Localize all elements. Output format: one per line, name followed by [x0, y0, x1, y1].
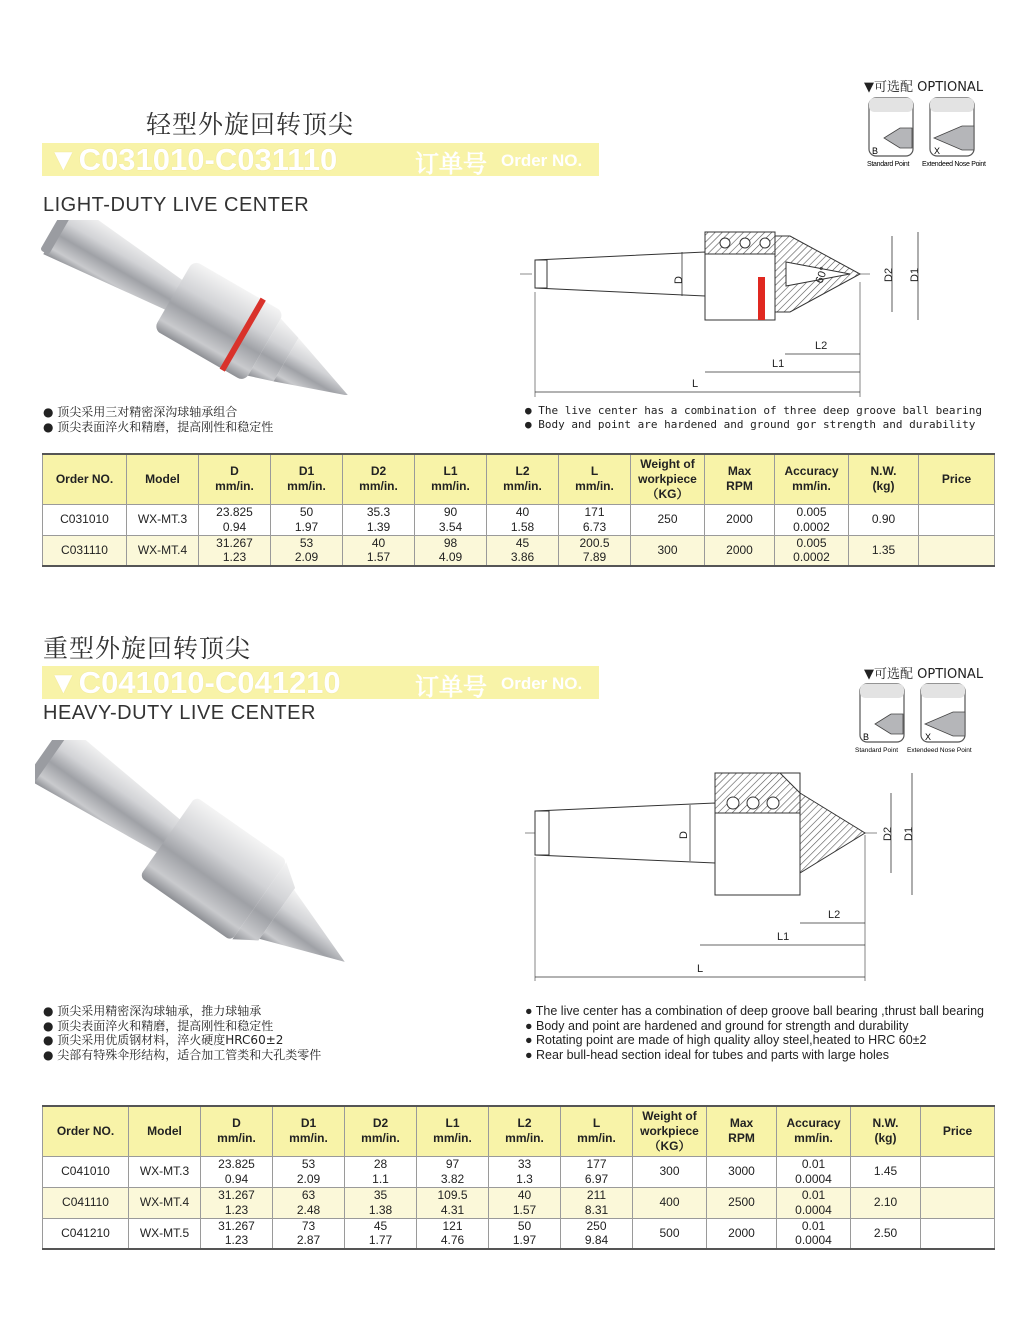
cell-acc	[777, 1187, 851, 1218]
cell-model: WX-MT.3	[129, 1156, 201, 1187]
light-code-range: ▼C031010-C031110	[48, 142, 338, 177]
cell-line: 1.97	[512, 1233, 537, 1248]
cell-line: 0.01	[801, 1188, 826, 1202]
cell-line: 45	[373, 1218, 388, 1233]
cell-d	[201, 1187, 273, 1218]
cell-rpm: 2000	[705, 504, 775, 535]
cell-d	[199, 535, 271, 566]
cell-rpm: 2000	[705, 535, 775, 566]
cell-line: 23.825	[216, 505, 253, 519]
cell-order: C041210	[43, 1218, 129, 1249]
light-bullet-cn: ● 顶尖表面淬火和精磨，提高刚性和稳定性	[43, 419, 274, 434]
cell-model: WX-MT.4	[129, 1187, 201, 1218]
heavy-technical-drawing	[525, 765, 925, 985]
cell-line: 40	[517, 1188, 532, 1202]
light-en-title: LIGHT-DUTY LIVE CENTER	[43, 194, 310, 216]
cell-line: 63	[301, 1188, 316, 1202]
heavy-order-en: Order NO.	[501, 674, 583, 693]
column-header-line: D2	[372, 1116, 389, 1131]
cell-order: C041010	[43, 1156, 129, 1187]
column-header-line: mm/in.	[361, 1131, 400, 1146]
column-header-line: mm/in.	[503, 479, 542, 494]
heavy-product-photo	[35, 740, 345, 965]
column-header-line: mm/in.	[359, 479, 398, 494]
cell-line: 7.89	[582, 550, 607, 565]
column-header-line: mm/in.	[217, 1131, 256, 1146]
heavy-bullet-cn: ● 顶尖表面淬火和精磨，提高刚性和稳定性	[43, 1018, 274, 1033]
cell-line: 31.267	[218, 1188, 255, 1202]
cell-acc	[777, 1156, 851, 1187]
column-header-line: mm/in.	[794, 1131, 833, 1146]
column-header-line: Order NO.	[55, 471, 114, 486]
light-bullet-en: ● The live center has a combination of three deep groove ball bearing	[525, 404, 982, 417]
cell-line: 53	[299, 535, 314, 550]
cell-weight: 500	[633, 1218, 707, 1249]
column-header-line: Model	[145, 471, 180, 486]
light-dim-angle: 60°	[813, 265, 831, 286]
cell-line: 177	[586, 1157, 607, 1171]
light-bullets-cn	[43, 405, 273, 434]
cell-line: 1.97	[294, 519, 319, 534]
cell-line: 1.58	[510, 519, 535, 534]
column-header-line: L	[590, 464, 599, 479]
cell-line: 1.77	[368, 1233, 393, 1248]
column-header-line: RPM	[728, 1131, 755, 1146]
heavy-spec-table	[42, 1105, 995, 1250]
cell-line: 0.005	[796, 505, 827, 519]
light-spec-table	[42, 453, 995, 567]
column-header-line: L1	[445, 1116, 460, 1131]
cell-line: 3.86	[510, 550, 535, 565]
cell-nw: 2.50	[851, 1218, 921, 1249]
cell-line: 4.76	[440, 1233, 465, 1248]
heavy-bullet-cn: ● 顶尖采用精密深沟球轴承，推力球轴承	[43, 1004, 262, 1018]
column-header-line: （KG）	[646, 486, 689, 501]
cell-line: 6.73	[582, 519, 607, 534]
heavy-dim-l1: L1	[777, 931, 790, 943]
column-header-line: L2	[517, 1116, 532, 1131]
cell-l1	[417, 1156, 489, 1187]
cell-price	[921, 1187, 995, 1218]
column-header-line: D1	[298, 464, 315, 479]
table-row	[43, 1218, 995, 1249]
cell-d1	[271, 535, 343, 566]
column-header-line: Order NO.	[56, 1123, 115, 1138]
cell-line: 8.31	[584, 1202, 609, 1217]
cell-line: 50	[299, 505, 314, 519]
x-label: X	[925, 732, 932, 742]
column-header-line: L	[592, 1116, 601, 1131]
column-header	[561, 1106, 633, 1156]
column-header	[705, 454, 775, 504]
cell-d	[199, 504, 271, 535]
cell-d1	[273, 1187, 345, 1218]
column-header-line: (kg)	[874, 1131, 897, 1146]
cell-d1	[271, 504, 343, 535]
heavy-bullet-en: ● The live center has a combination of deep groove ball bearing ,thrust ball bearing	[525, 1004, 984, 1018]
cell-order: C031010	[43, 504, 127, 535]
b-label: B	[863, 732, 870, 742]
cell-line: 6.97	[584, 1171, 609, 1186]
column-header-line: Max	[727, 464, 752, 479]
cell-line: 28	[373, 1157, 388, 1171]
heavy-optional-points	[853, 681, 973, 755]
column-header-line: mm/in.	[575, 479, 614, 494]
cell-line: 0.01	[801, 1157, 826, 1171]
cell-d1	[273, 1218, 345, 1249]
cell-line: 0.0002	[793, 519, 830, 534]
cell-price	[921, 1156, 995, 1187]
cell-line: 3.82	[440, 1171, 465, 1186]
cell-line: 31.267	[216, 535, 253, 550]
column-header-line: (kg)	[872, 479, 895, 494]
column-header-line: Weight of	[640, 456, 695, 471]
column-header-line: N.W.	[870, 464, 897, 479]
cell-line: 0.0004	[795, 1233, 832, 1248]
column-header	[633, 1106, 707, 1156]
light-optional-points	[866, 96, 986, 170]
cell-l	[561, 1156, 633, 1187]
heavy-cn-title: 重型外旋回转顶尖	[43, 634, 252, 663]
cell-line: 1.23	[224, 1202, 249, 1217]
cell-line: 1.3	[516, 1171, 533, 1186]
cell-l2	[487, 535, 559, 566]
cell-line: 2.09	[296, 1171, 321, 1186]
heavy-header-row	[43, 1106, 995, 1156]
column-header	[199, 454, 271, 504]
cell-l	[559, 504, 631, 535]
light-bullet-en: ● Body and point are hardened and ground gor strength and durability	[525, 418, 976, 431]
extended-point-label: Extendeed Nose Point	[907, 747, 972, 754]
cell-d2	[345, 1218, 417, 1249]
cell-nw: 1.35	[849, 535, 919, 566]
table-row	[43, 1187, 995, 1218]
cell-rpm: 3000	[707, 1156, 777, 1187]
light-cn-title: 轻型外旋回转顶尖	[146, 110, 355, 139]
cell-line: 2.87	[296, 1233, 321, 1248]
cell-l2	[487, 504, 559, 535]
cell-d2	[343, 535, 415, 566]
cell-line: 40	[371, 535, 386, 550]
extended-point-label: Extendeed Nose Point	[922, 161, 986, 168]
cell-line: 40	[515, 505, 530, 519]
column-header	[849, 454, 919, 504]
x-label: X	[934, 146, 941, 156]
column-header	[127, 454, 199, 504]
cell-price	[919, 535, 995, 566]
light-order-en: Order NO.	[501, 151, 583, 170]
standard-point-label: Standard Point	[867, 161, 910, 168]
b-label: B	[872, 146, 879, 156]
cell-line: 33	[517, 1157, 532, 1171]
column-header-line: mm/in.	[792, 479, 831, 494]
column-header-line: Price	[941, 471, 972, 486]
cell-weight: 400	[633, 1187, 707, 1218]
cell-l1	[415, 504, 487, 535]
column-header-line: （KG）	[648, 1138, 691, 1153]
cell-line: 3.54	[438, 519, 463, 534]
column-header	[851, 1106, 921, 1156]
heavy-code-bar	[42, 666, 599, 699]
cell-line: 211	[586, 1188, 607, 1202]
cell-line: 109.5	[437, 1188, 468, 1202]
heavy-bullets-en	[525, 1004, 984, 1062]
table-row	[43, 1156, 995, 1187]
cell-line: 0.0004	[795, 1202, 832, 1217]
cell-l1	[417, 1187, 489, 1218]
heavy-bullets-cn	[43, 1004, 321, 1062]
cell-line: 73	[301, 1218, 316, 1233]
light-dim-l: L	[692, 378, 699, 390]
cell-acc	[775, 535, 849, 566]
light-header-row	[43, 454, 995, 504]
column-header	[345, 1106, 417, 1156]
cell-rpm: 2500	[707, 1187, 777, 1218]
heavy-order-cn: 订单号	[415, 673, 487, 701]
cell-nw: 0.90	[849, 504, 919, 535]
standard-point-label: Standard Point	[855, 747, 899, 754]
light-dim-d1: D1	[909, 267, 921, 282]
column-header	[415, 454, 487, 504]
column-header	[273, 1106, 345, 1156]
heavy-bullet-en: ● Body and point are hardened and ground for strength and durability	[525, 1018, 909, 1033]
heavy-dim-l2: L2	[828, 909, 841, 921]
light-bullet-cn: ● 顶尖采用三对精密深沟球轴承组合	[43, 405, 238, 419]
cell-line: 97	[445, 1157, 460, 1171]
column-header	[129, 1106, 201, 1156]
cell-price	[921, 1218, 995, 1249]
column-header	[707, 1106, 777, 1156]
light-product-photo	[40, 220, 350, 395]
cell-line: 98	[443, 535, 458, 550]
column-header	[343, 454, 415, 504]
cell-line: 4.31	[440, 1202, 465, 1217]
cell-line: 23.825	[218, 1157, 255, 1171]
cell-line: 0.0002	[793, 550, 830, 565]
heavy-bullet-en: ● Rotating point are made of high quality alloy steel,heated to HRC 60±2	[525, 1033, 927, 1047]
cell-line: 4.09	[438, 550, 463, 565]
heavy-optional-title: ▼可选配 OPTIONAL	[864, 667, 984, 682]
cell-acc	[775, 504, 849, 535]
cell-weight: 300	[633, 1156, 707, 1187]
cell-line: 0.0004	[795, 1171, 832, 1186]
column-header	[489, 1106, 561, 1156]
cell-line: 31.267	[218, 1218, 255, 1233]
cell-line: 53	[301, 1157, 316, 1171]
cell-line: 0.005	[796, 535, 827, 550]
cell-line: 50	[517, 1218, 532, 1233]
cell-l2	[489, 1218, 561, 1249]
cell-line: 1.38	[368, 1202, 393, 1217]
column-header-line: Model	[147, 1123, 182, 1138]
column-header-line: RPM	[726, 479, 753, 494]
cell-line: 9.84	[584, 1233, 609, 1248]
column-header-line: Max	[729, 1116, 754, 1131]
cell-l1	[415, 535, 487, 566]
cell-d	[201, 1156, 273, 1187]
cell-line: 45	[515, 535, 530, 550]
cell-price	[919, 504, 995, 535]
column-header	[775, 454, 849, 504]
cell-line: 0.01	[801, 1218, 826, 1233]
cell-rpm: 2000	[707, 1218, 777, 1249]
column-header	[777, 1106, 851, 1156]
table-row	[43, 504, 995, 535]
cell-line: 2.48	[296, 1202, 321, 1217]
cell-l	[561, 1218, 633, 1249]
table-row	[43, 535, 995, 566]
light-optional-title: ▼可选配 OPTIONAL	[864, 80, 984, 95]
cell-nw: 2.10	[851, 1187, 921, 1218]
cell-line: 200.5	[579, 535, 610, 550]
column-header	[417, 1106, 489, 1156]
cell-order: C031110	[43, 535, 127, 566]
cell-order: C041110	[43, 1187, 129, 1218]
light-bullets-en	[525, 404, 982, 432]
column-header-line: mm/in.	[505, 1131, 544, 1146]
cell-line: 90	[443, 505, 458, 519]
heavy-code-range: ▼C041010-C041210	[48, 665, 341, 700]
column-header	[201, 1106, 273, 1156]
column-header-line: mm/in.	[577, 1131, 616, 1146]
cell-nw: 1.45	[851, 1156, 921, 1187]
column-header-line: D	[232, 1116, 241, 1131]
column-header	[919, 454, 995, 504]
cell-line: 1.57	[512, 1202, 537, 1217]
light-dim-d: D	[673, 276, 685, 284]
cell-line: 1.23	[222, 550, 247, 565]
column-header-line: mm/in.	[287, 479, 326, 494]
heavy-en-title: HEAVY-DUTY LIVE CENTER	[43, 702, 316, 724]
column-header	[631, 454, 705, 504]
column-header-line: Accuracy	[786, 1116, 841, 1131]
cell-line: 1.23	[224, 1233, 249, 1248]
cell-acc	[777, 1218, 851, 1249]
heavy-bullet-en: ● Rear bull-head section ideal for tubes and parts with large holes	[525, 1047, 890, 1062]
cell-l	[559, 535, 631, 566]
cell-l2	[489, 1156, 561, 1187]
light-order-cn: 订单号	[415, 150, 487, 178]
cell-d2	[343, 504, 415, 535]
cell-line: 250	[586, 1218, 607, 1233]
heavy-dim-l: L	[697, 963, 704, 975]
column-header-line: D1	[300, 1116, 317, 1131]
column-header-line: mm/in.	[215, 479, 254, 494]
column-header-line: N.W.	[872, 1116, 899, 1131]
cell-d2	[345, 1187, 417, 1218]
cell-l	[561, 1187, 633, 1218]
column-header-line: mm/in.	[433, 1131, 472, 1146]
cell-d1	[273, 1156, 345, 1187]
heavy-dim-d1: D1	[903, 826, 915, 841]
column-header-line: workpiece	[640, 1123, 699, 1138]
column-header-line: Price	[942, 1123, 973, 1138]
column-header-line: D	[230, 464, 239, 479]
column-header	[559, 454, 631, 504]
cell-line: 171	[584, 505, 605, 519]
cell-line: 1.39	[366, 519, 391, 534]
cell-model: WX-MT.3	[127, 504, 199, 535]
column-header-line: mm/in.	[289, 1131, 328, 1146]
cell-line: 121	[442, 1218, 463, 1233]
light-dim-l1: L1	[772, 358, 785, 370]
cell-line: 0.94	[222, 519, 247, 534]
column-header	[271, 454, 343, 504]
cell-weight: 300	[631, 535, 705, 566]
cell-line: 1.57	[366, 550, 391, 565]
cell-weight: 250	[631, 504, 705, 535]
cell-line: 35.3	[366, 505, 391, 519]
cell-l1	[417, 1218, 489, 1249]
cell-line: 0.94	[224, 1171, 249, 1186]
cell-d	[201, 1218, 273, 1249]
cell-model: WX-MT.4	[127, 535, 199, 566]
column-header-line: Accuracy	[784, 464, 839, 479]
column-header	[487, 454, 559, 504]
light-dim-l2: L2	[815, 340, 828, 352]
column-header-line: mm/in.	[431, 479, 470, 494]
light-technical-drawing	[520, 222, 930, 402]
column-header-line: D2	[370, 464, 387, 479]
cell-model: WX-MT.5	[129, 1218, 201, 1249]
cell-line: 35	[373, 1188, 388, 1202]
cell-line: 2.09	[294, 550, 319, 565]
light-code-bar	[42, 143, 599, 176]
column-header	[921, 1106, 995, 1156]
cell-d2	[345, 1156, 417, 1187]
column-header-line: L2	[515, 464, 530, 479]
cell-l2	[489, 1187, 561, 1218]
column-header-line: Weight of	[642, 1108, 697, 1123]
cell-line: 1.1	[372, 1171, 389, 1186]
column-header-line: L1	[443, 464, 458, 479]
column-header	[43, 1106, 129, 1156]
column-header-line: workpiece	[638, 471, 697, 486]
heavy-bullet-cn: ● 尖部有特殊伞形结构，适合加工管类和大孔类零件	[43, 1047, 322, 1062]
heavy-bullet-cn: ● 顶尖采用优质钢材料，淬火硬度HRC60±2	[43, 1033, 284, 1047]
column-header	[43, 454, 127, 504]
heavy-dim-d2: D2	[882, 826, 894, 841]
light-dim-d2: D2	[883, 267, 895, 282]
heavy-dim-d: D	[678, 831, 690, 839]
